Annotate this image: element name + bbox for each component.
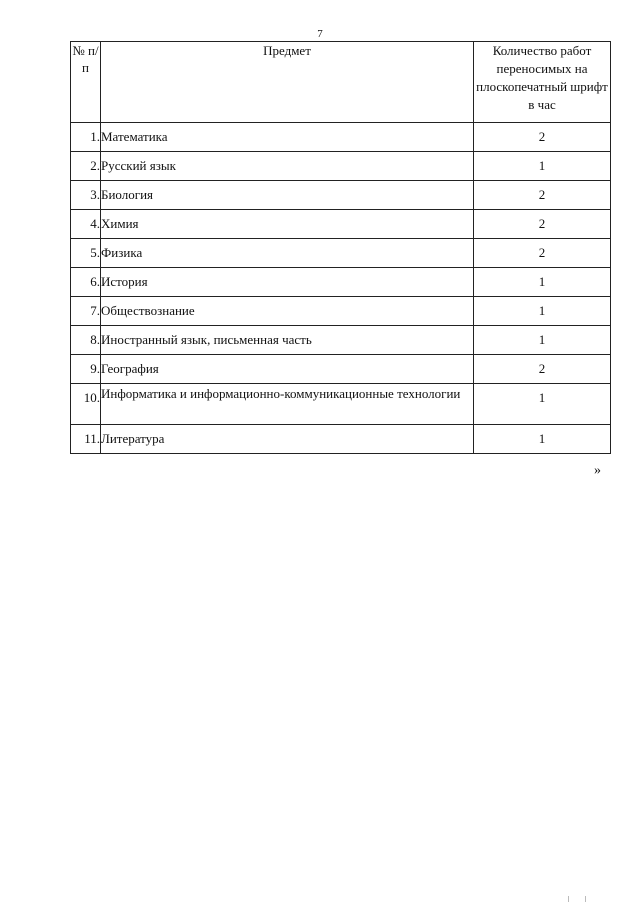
row-count: 2 bbox=[474, 181, 611, 210]
row-subject: Обществознание bbox=[101, 297, 474, 326]
row-count: 1 bbox=[474, 268, 611, 297]
row-number: 4. bbox=[71, 210, 101, 239]
row-count: 1 bbox=[474, 326, 611, 355]
row-number: 2. bbox=[71, 152, 101, 181]
row-subject: Иностранный язык, письменная часть bbox=[101, 326, 474, 355]
header-number: № п/п bbox=[71, 42, 101, 123]
row-subject: Информатика и информационно-коммуникационные технологии bbox=[101, 384, 474, 425]
table-row bbox=[71, 268, 611, 297]
row-number: 8. bbox=[71, 326, 101, 355]
header-count: Количество работ переносимых на плоскопечатный шрифт в час bbox=[474, 42, 611, 123]
row-count: 1 bbox=[474, 297, 611, 326]
row-number: 5. bbox=[71, 239, 101, 268]
table-row bbox=[71, 326, 611, 355]
row-count: 2 bbox=[474, 210, 611, 239]
page-number: 7 bbox=[317, 28, 323, 40]
table-row bbox=[71, 355, 611, 384]
row-count: 2 bbox=[474, 123, 611, 152]
row-count: 2 bbox=[474, 355, 611, 384]
closing-quote-mark: » bbox=[594, 463, 601, 478]
row-count: 2 bbox=[474, 239, 611, 268]
scan-corner-mark bbox=[568, 896, 586, 902]
row-subject: География bbox=[101, 355, 474, 384]
table-row bbox=[71, 297, 611, 326]
row-number: 11. bbox=[71, 425, 101, 454]
row-subject: История bbox=[101, 268, 474, 297]
row-subject: Литература bbox=[101, 425, 474, 454]
row-count: 1 bbox=[474, 384, 611, 425]
row-number: 10. bbox=[71, 384, 101, 425]
row-count: 1 bbox=[474, 152, 611, 181]
table-row bbox=[71, 123, 611, 152]
table-row bbox=[71, 239, 611, 268]
table-row bbox=[71, 384, 611, 425]
row-subject: Физика bbox=[101, 239, 474, 268]
table-row bbox=[71, 210, 611, 239]
row-count: 1 bbox=[474, 425, 611, 454]
table-header-row bbox=[71, 42, 611, 123]
row-number: 9. bbox=[71, 355, 101, 384]
row-subject: Русский язык bbox=[101, 152, 474, 181]
row-subject: Химия bbox=[101, 210, 474, 239]
subjects-table bbox=[70, 41, 611, 454]
row-number: 6. bbox=[71, 268, 101, 297]
row-number: 7. bbox=[71, 297, 101, 326]
table-row bbox=[71, 181, 611, 210]
row-number: 3. bbox=[71, 181, 101, 210]
row-subject: Математика bbox=[101, 123, 474, 152]
table-row bbox=[71, 152, 611, 181]
row-number: 1. bbox=[71, 123, 101, 152]
table-row bbox=[71, 425, 611, 454]
row-subject: Биология bbox=[101, 181, 474, 210]
header-subject: Предмет bbox=[101, 42, 474, 123]
